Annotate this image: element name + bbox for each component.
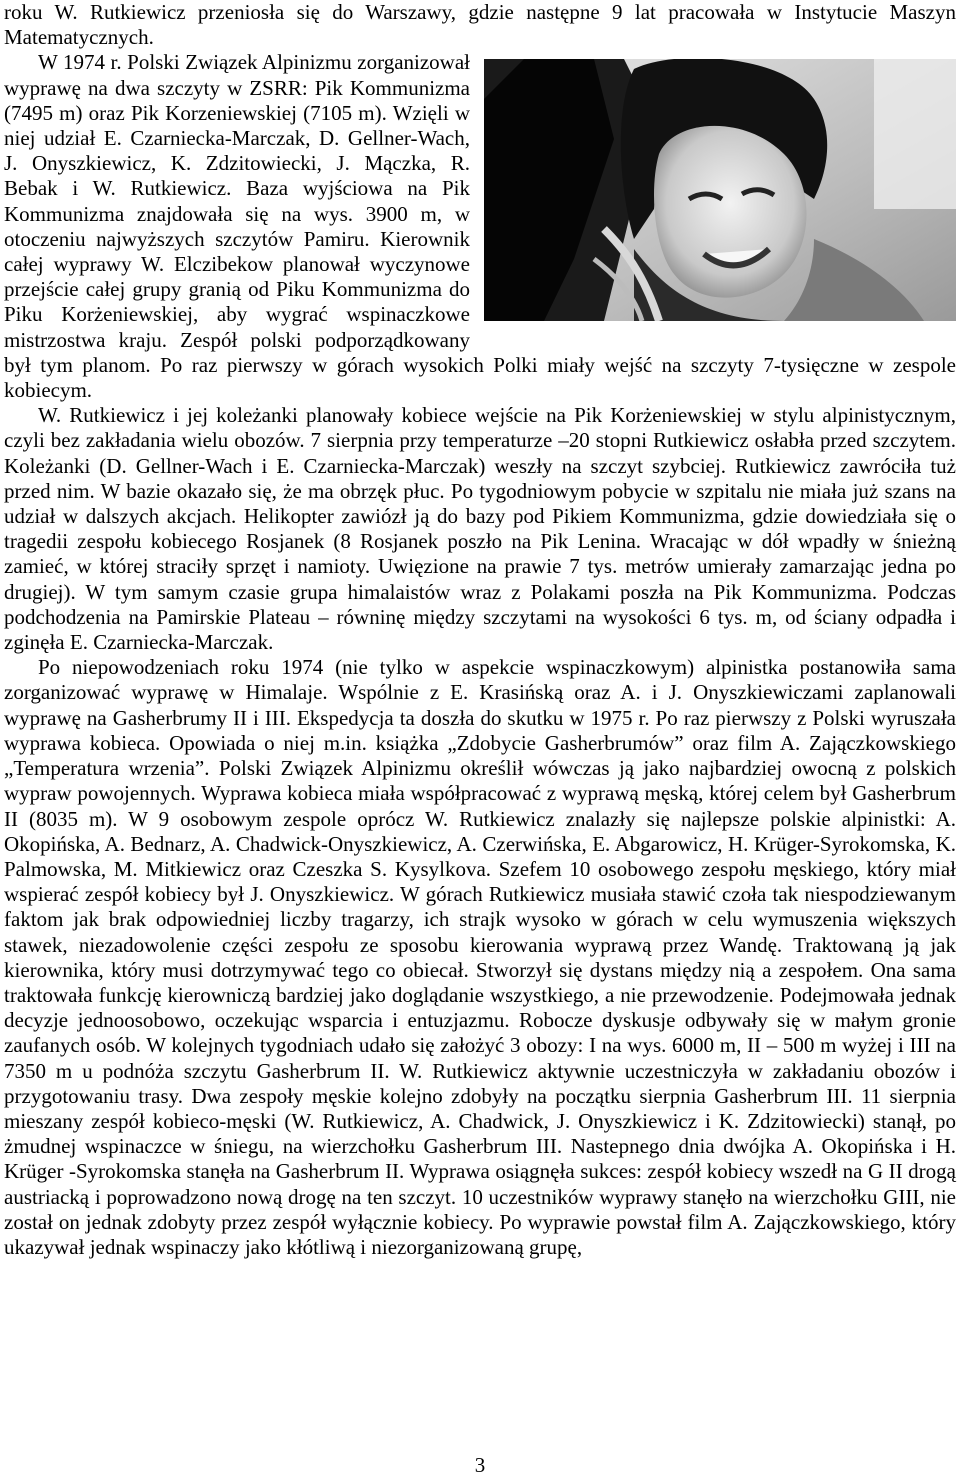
paragraph-3-text: W. Rutkiewicz i jej koleżanki planowały kobiece wejście na Pik Korżeniewskiej w stylu alpinistycznym, czyli bez zakładania wielu obozów. 7 sierpnia przy temperaturze –20 stopni Rutkiewicz osłabła przed szczytem. Koleżanki (D. Gellner-Wach i E. Czarniecka-Marczak) weszły na szczyt szybciej. Rutkiewicz zawróciła tuż przed nim. W bazie okazało się, że ma obrzęk płuc. Po tygodniowym pobycie w szpitalu nie miała już szans na udział w dalszych akcjach. Helikopter zawiózł ją do bazy pod Pikiem Kommunizma, gdzie dowiedziała się o tragedii zespołu kobiecego Rosjanek (8 Rosjanek poszło na Pik Lenina. Wracając w dół wpadły w śnieżną zamieć, w której straciły sprzęt i namioty. Uwięzione na prawie 7 tys. metrów umierały zamarzając jedna po drugiej). W tym samym czasie grupa himalaistów wraz z Polakami poszła na Pik Kommunizma. Podczas podchodzenia na Pamirskie Plateau – równinę między szczytami na wysokości 6 tys. m, od ściany odpadła i zginęła E. Czarniecka-Marczak. (4, 403, 956, 655)
paragraph-3 (4, 403, 956, 655)
page-number: 3 (474, 1453, 486, 1477)
paragraph-1 (4, 0, 956, 50)
paragraph-4 (4, 655, 956, 1260)
body-text (4, 0, 956, 1260)
paragraph-1-text: roku W. Rutkiewicz przeniosła się do Warszawy, gdzie następne 9 lat pracowała w Instytucie Maszyn Matematycznych. (4, 0, 956, 50)
portrait-photo (484, 59, 956, 321)
photo-illustration (484, 59, 956, 321)
paragraph-2-text: W 1974 r. Polski Związek Alpinizmu zorganizował wyprawę na dwa szczyty w ZSRR: Pik Kommunizma (7495 m) oraz Pik Korzeniewskiej (7105 m). Wzięli w niej udział E. Czarniecka-Marczak, D. Gellner-Wach, J. Onyszkiewicz, K. Zdzitowiecki, J. Mączka, R. Bebak i W. Rutkiewicz. Baza wyjściowa na Pik Kommunizma znajdowała się na wys. 3900 m, w otoczeniu najwyższych szczytów Pamiru. Kierownik całej wyprawy W. Elczibekow planował wyczynowe przejście całej grupy granią od Piku Kommunizma do Piku Korżeniewskiej, aby wygrać wspinaczkowe mistrzostwa kraju. Zespół polski podporządkowany był tym planom. Po raz pierwszy w górach wysokich Polki miały wejść na szczyty 7-tysięczne w zespole kobiecym. (4, 50, 956, 403)
paragraph-4-text: Po niepowodzeniach roku 1974 (nie tylko w aspekcie wspinaczkowym) alpinistka postanowiła sama zorganizować wyprawę w Himalaje. Wspólnie z E. Krasińską oraz A. i J. Onyszkiewiczami zaplanowali wyprawę na Gasherbrumy II i III. Ekspedycja ta doszła do skutku w 1975 r. Po raz pierwszy z Polski wyruszała wyprawa kobieca. Opowiada o niej m.in. książka „Zdobycie Gasherbrumów” oraz film A. Zajączkowskiego „Temperatura wrzenia”. Polski Związek Alpinizmu określił wówczas ją jako najbardziej owocną z polskich wypraw powojennych. Wyprawa kobieca miała współpracować z wyprawą męską, której celem był Gasherbrum II (8035 m). W 9 osobowym zespole oprócz W. Rutkiewicz znalazły się najlepsze polskie alpinistki: A. Okopińska, A. Bednarz, A. Chadwick-Onyszkiewicz, A. Czerwińska, E. Abgarowicz, H. Krüger-Syrokomska, K. Palmowska, M. Mitkiewicz oraz Czeszka S. Kysylkova. Szefem 10 osobowego zespołu męskiego, który miał wspierać zespół kobiecy był J. Onyszkiewicz. W górach Rutkiewicz musiała stawić czoła tak niespodziewanym faktom jak brak odpowiedniej liczby tragarzy, ich strajk wysoko w górach w celu wymuszenia większych stawek, niezadowolenie części zespołu ze sposobu kierowania wyprawą przez Wandę. Traktowaną ją jak kierownika, który musi dotrzymywać tego co obiecał. Stworzył się dystans między nią a zespołem. Ona sama traktowała funkcję kierowniczą bardziej jako doglądanie wszystkiego, a nie przewodzenie. Podejmowała jednak decyzje jednoosobowo, oczekując wsparcia i entuzjazmu. Robocze dyskusje odbywały się w małym gronie zaufanych osób. W kolejnych tygodniach udało się założyć 3 obozy: I na wys. 6000 m, II – 500 m wyżej i III na 7350 m u podnóża szczytu Gasherbrum II. W. Rutkiewicz aktywnie uczestniczyła w zakładaniu obozów i przygotowaniu trasy. Dwa zespoły męskie kolejno zdobyły na początku sierpnia Gasherbrum III. 11 sierpnia mieszany zespół kobieco-męski (W. Rutkiewicz, A. Chadwick, J. Onyszkiewicz i K. Zdzitowiecki) stanął, po żmudnej wspinaczce w śniegu, na wierzchołku Gasherbrum III. Nastepnego dnia dwójka A. Okopińska i H. Krüger -Syrokomska stanęła na Gasherbrum II. Wyprawa osiągnęła sukces: zespół kobiecy wszedł na G II drogą austriacką i poprowadzono nową drogę na ten szczyt. 10 uczestników wyprawy stanęło na wierzchołku GIII, nie został on jednak zdobyty przez zespół wyłącznie kobiecy. Po wyprawie powstał film A. Zajączkowskiego, który ukazywał jednak wspinaczy jako kłótliwą i niezorganizowaną grupę, (4, 655, 956, 1259)
